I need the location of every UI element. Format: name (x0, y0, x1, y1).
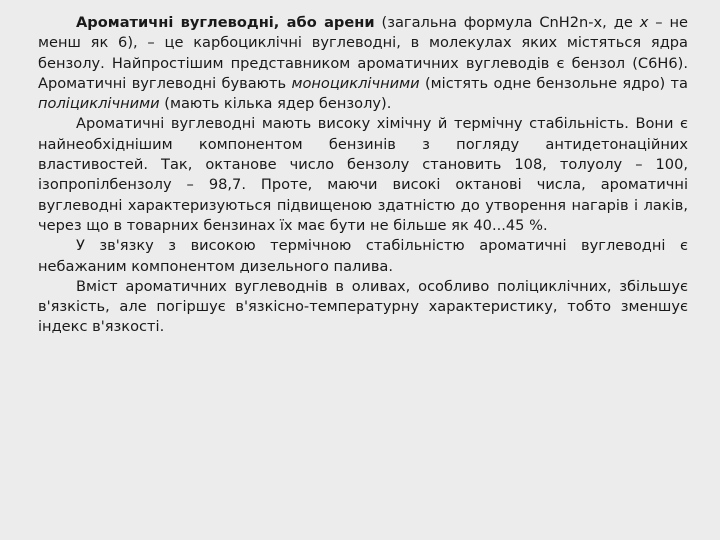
term-monocyclic: моноциклічними (291, 74, 420, 92)
definition-text-part: (мають кілька ядер бензолу). (159, 95, 392, 113)
term-arenes: Ароматичні вуглеводні, або арени (76, 14, 375, 31)
term-polycyclic: поліциклічними (38, 95, 160, 113)
paragraph-definition (38, 13, 688, 114)
definition-text-part: – не менш як 6), – це карбоциклічні вуглеводні, в молекулах яких містяться ядра бензолу. Найпростішим представником ароматичних вуглеводів є бензол (C6H6). Ароматичні вуглеводні бувають (38, 14, 688, 92)
variable-x: x (639, 14, 649, 31)
definition-text-part: (загальна формула CnH2n-x, де (374, 14, 640, 31)
text-block (38, 13, 688, 338)
paragraph-oils: Вміст ароматичних вуглеводнів в оливах, особливо поліциклічних, збільшує в'язкість, але погіршує в'язкісно-температурну характеристику, тобто зменшує індекс в'язкості. (38, 277, 688, 336)
paragraph-stability: Ароматичні вуглеводні мають високу хімічну й термічну стабільність. Вони є найнеобхіднішим компонентом бензинів з погляду антидетонаційних властивостей. Так, октанове число бензолу становить 108, толуолу – 100, ізопропілбензолу – 98,7. Проте, маючи високі октанові числа, ароматичні вуглеводні характеризуються підвищеною здатністю до утворення нагарів і лаків, через що в товарних бензинах їх має бути не більше як 40...45 %. (38, 115, 688, 234)
definition-text-part: (містять одне бензольне ядро) та (419, 74, 688, 92)
paragraph-diesel: У зв'язку з високою термічною стабільністю ароматичні вуглеводні є небажаним компонентом дизельного палива. (38, 237, 688, 275)
